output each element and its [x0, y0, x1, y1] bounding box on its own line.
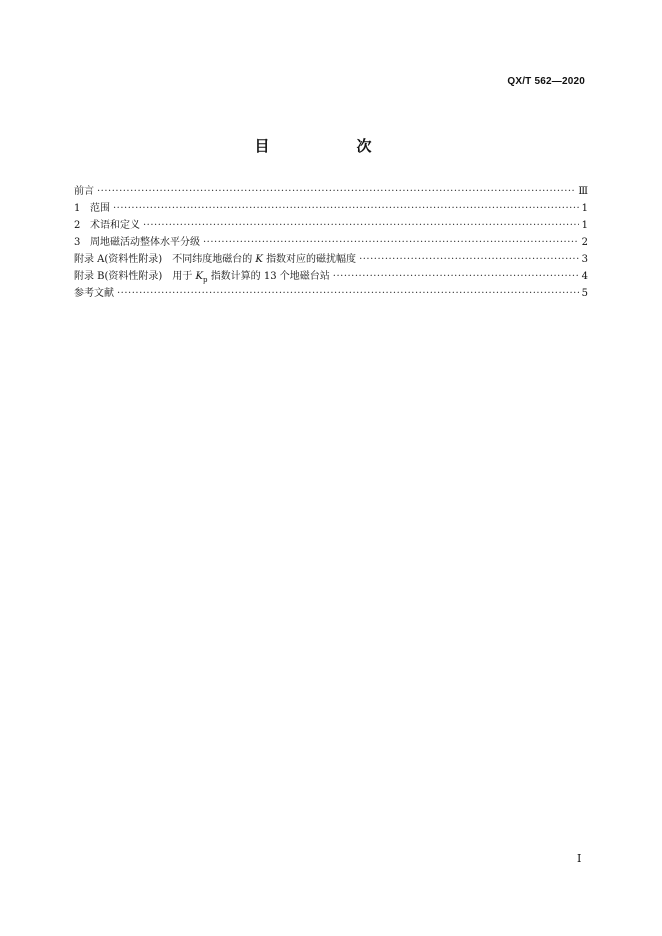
leader-dots [333, 268, 579, 285]
toc-entry-label: 参考文献 [74, 288, 114, 299]
toc-entry-label: 3 周地磁活动整体水平分级 [74, 237, 200, 248]
leader-dots [203, 234, 579, 251]
leader-dots [143, 217, 579, 234]
toc-entry-references[interactable] [74, 285, 588, 302]
toc-entry-page: 5 [581, 288, 588, 299]
toc-entry-appendix-a[interactable] [74, 251, 588, 268]
leader-dots [359, 251, 579, 268]
toc-entry-label: 2 术语和定义 [74, 220, 140, 231]
toc-entry-page: 2 [581, 237, 588, 248]
toc-entry-scope[interactable] [74, 200, 588, 217]
page-title: 目 次 [254, 137, 408, 155]
toc-entry-terms[interactable] [74, 217, 588, 234]
toc-entry-appendix-b[interactable] [74, 268, 588, 285]
toc-entry-label: 附录 B(资料性附录) 用于 $K_p$ 指数计算的 13 个地磁台站 [74, 271, 330, 284]
toc-entry-foreword[interactable] [74, 183, 588, 200]
toc-entry-page: 3 [581, 254, 588, 265]
standard-code: QX/T 562—2020 [507, 76, 585, 87]
toc-entry-page: Ⅲ [578, 186, 588, 197]
toc-entry-classification[interactable] [74, 234, 588, 251]
toc-entry-label: 1 范围 [74, 203, 110, 214]
leader-dots [97, 183, 575, 200]
toc-entry-page: 1 [581, 220, 588, 231]
table-of-contents [74, 183, 588, 302]
toc-entry-label: 附录 A(资料性附录) 不同纬度地磁台的 K 指数对应的磁扰幅度 [74, 254, 357, 265]
toc-entry-label: 前言 [74, 186, 94, 197]
toc-entry-page: 1 [581, 203, 588, 214]
leader-dots [113, 200, 579, 217]
page-number: Ⅰ [577, 852, 582, 865]
leader-dots [117, 285, 579, 302]
toc-entry-page: 4 [581, 271, 588, 282]
